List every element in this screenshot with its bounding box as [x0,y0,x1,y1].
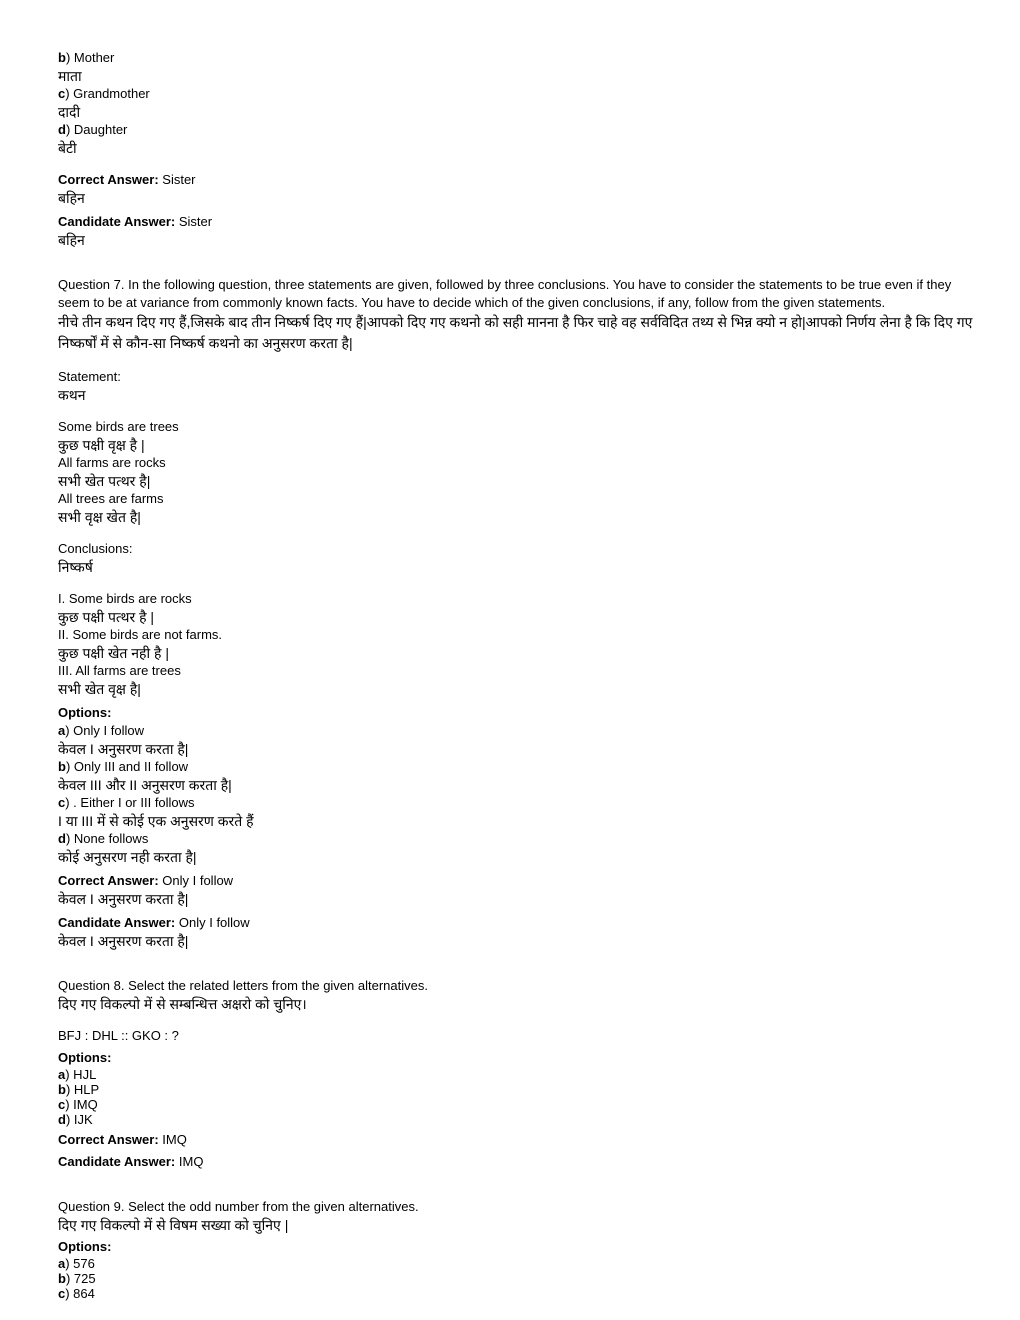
options-label [58,1049,980,1067]
statement-3-hindi-text: सभी वृक्ष खेत है| [58,509,141,525]
option-a-label: a [58,1256,66,1271]
statement-2-hindi-text: सभी खेत पत्थर है| [58,473,151,489]
conclusions-label-hindi-text: निष्कर्ष [58,559,93,575]
statements-label [58,368,980,386]
candidate-answer [58,1153,980,1171]
option-d-text: ) IJK [65,1112,93,1127]
statement-1-text: Some birds are trees [58,419,179,434]
statement-2-text: All farms are rocks [58,455,166,470]
q7-options [58,704,980,866]
option-c-text: ) Grandmother [65,86,150,101]
option-c-label: c [58,795,66,810]
analogy-expression-text: BFJ : DHL :: GKO : ? [58,1028,179,1043]
option-b [58,1082,980,1097]
conclusion-3-hindi [58,680,980,698]
option-b-text: ) Only III and II follow [65,759,189,774]
option-c [58,85,980,103]
conclusions-label-text: Conclusions: [58,541,133,556]
conclusion-1-hindi [58,608,980,626]
option-d-hindi-text: बेटी [58,140,77,156]
option-a-hindi [58,740,980,758]
option-b-hindi [58,776,980,794]
candidate-answer-text: Only I follow [175,915,250,930]
candidate-answer [58,213,980,231]
option-b-label: b [58,1271,66,1286]
statement-3-text: All trees are farms [58,491,164,506]
statement-1-hindi-text: कुछ पक्षी वृक्ष है | [58,437,145,453]
question-text [58,276,980,312]
option-a [58,1067,980,1082]
option-b-hindi-text: केवल III और II अनुसरण करता है| [58,777,232,793]
option-c-hindi-text: दादी [58,104,81,120]
correct-answer-text: Sister [158,172,196,187]
statements-label-text: Statement: [58,369,121,384]
option-a [58,1256,980,1271]
option-d [58,1112,980,1127]
statement-2 [58,454,980,472]
candidate-answer-hindi-text: केवल I अनुसरण करता है| [58,933,189,949]
option-d-text: ) None follows [65,831,149,846]
conclusion-3-text: III. All farms are trees [58,663,181,678]
option-c-label: c [58,1286,66,1301]
q7-question [58,276,980,354]
options-label-label: Options: [58,705,112,720]
correct-answer-label: Correct Answer: [58,1132,159,1147]
option-a-label: a [58,723,66,738]
q6-options-tail [58,49,980,157]
option-c-hindi-text: I या III में से कोई एक अनुसरण करते हैं [58,813,254,829]
q7-statements [58,368,980,526]
candidate-answer-hindi [58,932,980,950]
option-a-text: ) HJL [65,1067,97,1082]
conclusion-2-hindi [58,644,980,662]
option-b-text: ) Mother [65,50,115,65]
conclusions-label [58,540,980,558]
option-d-hindi [58,848,980,866]
option-c [58,1097,980,1112]
option-b-hindi [58,67,980,85]
conclusion-1-hindi-text: कुछ पक्षी पत्थर है | [58,609,155,625]
correct-answer-hindi [58,189,980,207]
options-label [58,704,980,722]
options-label-label: Options: [58,1050,112,1065]
candidate-answer [58,914,980,932]
option-d-label: d [58,122,66,137]
conclusion-2-hindi-text: कुछ पक्षी खेत नही है | [58,645,169,661]
q8-question [58,977,980,1013]
conclusion-2-text: II. Some birds are not farms. [58,627,223,642]
option-c [58,794,980,812]
question-text-text: Question 8. Select the related letters from the given alternatives. [58,978,428,993]
question-text [58,1198,980,1216]
question-text-hindi [58,1216,980,1234]
question-text [58,977,980,995]
statement-2-hindi [58,472,980,490]
option-d [58,121,980,139]
option-b [58,758,980,776]
option-c-text: ) . Either I or III follows [65,795,195,810]
option-b-label: b [58,50,66,65]
conclusion-2 [58,626,980,644]
statement-1-hindi [58,436,980,454]
statements-label-hindi [58,386,980,404]
correct-answer-hindi [58,890,980,908]
option-d-text: ) Daughter [65,122,128,137]
option-d-hindi-text: कोई अनुसरण नही करता है| [58,849,197,865]
option-b-text: ) 725 [65,1271,96,1286]
candidate-answer-hindi-text: बहिन [58,232,85,248]
correct-answer-text: IMQ [158,1132,187,1147]
option-b-label: b [58,759,66,774]
question-text-hindi-text: दिए गए विकल्पो में से सम्बन्धित्त अक्षरो को चुनिए। [58,996,307,1012]
conclusion-1 [58,590,980,608]
q9-question [58,1198,980,1301]
option-a-hindi-text: केवल I अनुसरण करता है| [58,741,189,757]
option-c-text: ) IMQ [65,1097,98,1112]
option-a [58,722,980,740]
correct-answer-hindi-text: केवल I अनुसरण करता है| [58,891,189,907]
option-c-text: ) 864 [65,1286,95,1301]
candidate-answer-label: Candidate Answer: [58,1154,176,1169]
candidate-answer-text: IMQ [175,1154,204,1169]
correct-answer [58,1131,980,1149]
analogy-expression [58,1027,980,1045]
option-d [58,830,980,848]
option-c-hindi [58,812,980,830]
q6-candidate-answer [58,213,980,249]
option-b-label: b [58,1082,66,1097]
option-c-label: c [58,86,66,101]
option-c [58,1286,980,1301]
statement-3 [58,490,980,508]
correct-answer-text: Only I follow [158,873,234,888]
options-label [58,1238,980,1256]
question-text-text: Question 9. Select the odd number from the given alternatives. [58,1199,419,1214]
option-b-text: ) HLP [65,1082,100,1097]
statement-1 [58,418,980,436]
question-text-hindi [58,995,980,1013]
correct-answer-hindi-text: बहिन [58,190,85,206]
question-text-hindi-text: नीचे तीन कथन दिए गए हैं,जिसके बाद तीन निष्कर्ष दिए गए हैं|आपको दिए गए कथनो को सही मानना है फिर चाहे वह सर्वविदित तथ्य से भिन्न क्यो न हो|आपको निर्णय लेना है कि दिए गए निष्कर्षों में से कौन-सा निष्कर्ष कथनो का अनुसरण करता है| [58,314,973,351]
q7-correct-answer [58,872,980,908]
q7-conclusions [58,540,980,698]
correct-answer [58,171,980,189]
candidate-answer-text: Sister [175,214,213,229]
correct-answer-label: Correct Answer: [58,873,159,888]
q7-candidate-answer [58,914,980,950]
correct-answer [58,872,980,890]
candidate-answer-label: Candidate Answer: [58,214,176,229]
option-d-label: d [58,1112,66,1127]
correct-answer-label: Correct Answer: [58,172,159,187]
conclusion-3 [58,662,980,680]
option-c-label: c [58,1097,66,1112]
options-label-label: Options: [58,1239,112,1254]
option-a-text: ) 576 [65,1256,95,1271]
conclusions-label-hindi [58,558,980,576]
option-a-label: a [58,1067,66,1082]
conclusion-3-hindi-text: सभी खेत वृक्ष है| [58,681,141,697]
conclusion-1-text: I. Some birds are rocks [58,591,192,606]
option-d-hindi [58,139,980,157]
q8-body [58,1027,980,1171]
option-b-hindi-text: माता [58,68,82,84]
candidate-answer-hindi [58,231,980,249]
candidate-answer-label: Candidate Answer: [58,915,176,930]
statements-label-hindi-text: कथन [58,387,86,403]
question-text-hindi-text: दिए गए विकल्पो में से विषम सख्या को चुनिए | [58,1217,289,1233]
option-c-hindi [58,103,980,121]
option-a-text: ) Only I follow [65,723,144,738]
statement-3-hindi [58,508,980,526]
option-d-label: d [58,831,66,846]
question-text-hindi [58,312,980,354]
question-text-text: Question 7. In the following question, three statements are given, followed by three conclusions. You have to consider the statements to be true even if they seem to be at variance from commonly known facts. You have to decide which of the given conclusions, if any, follow from the given statements. [58,277,952,310]
option-b [58,1271,980,1286]
q6-correct-answer [58,171,980,207]
option-b [58,49,980,67]
